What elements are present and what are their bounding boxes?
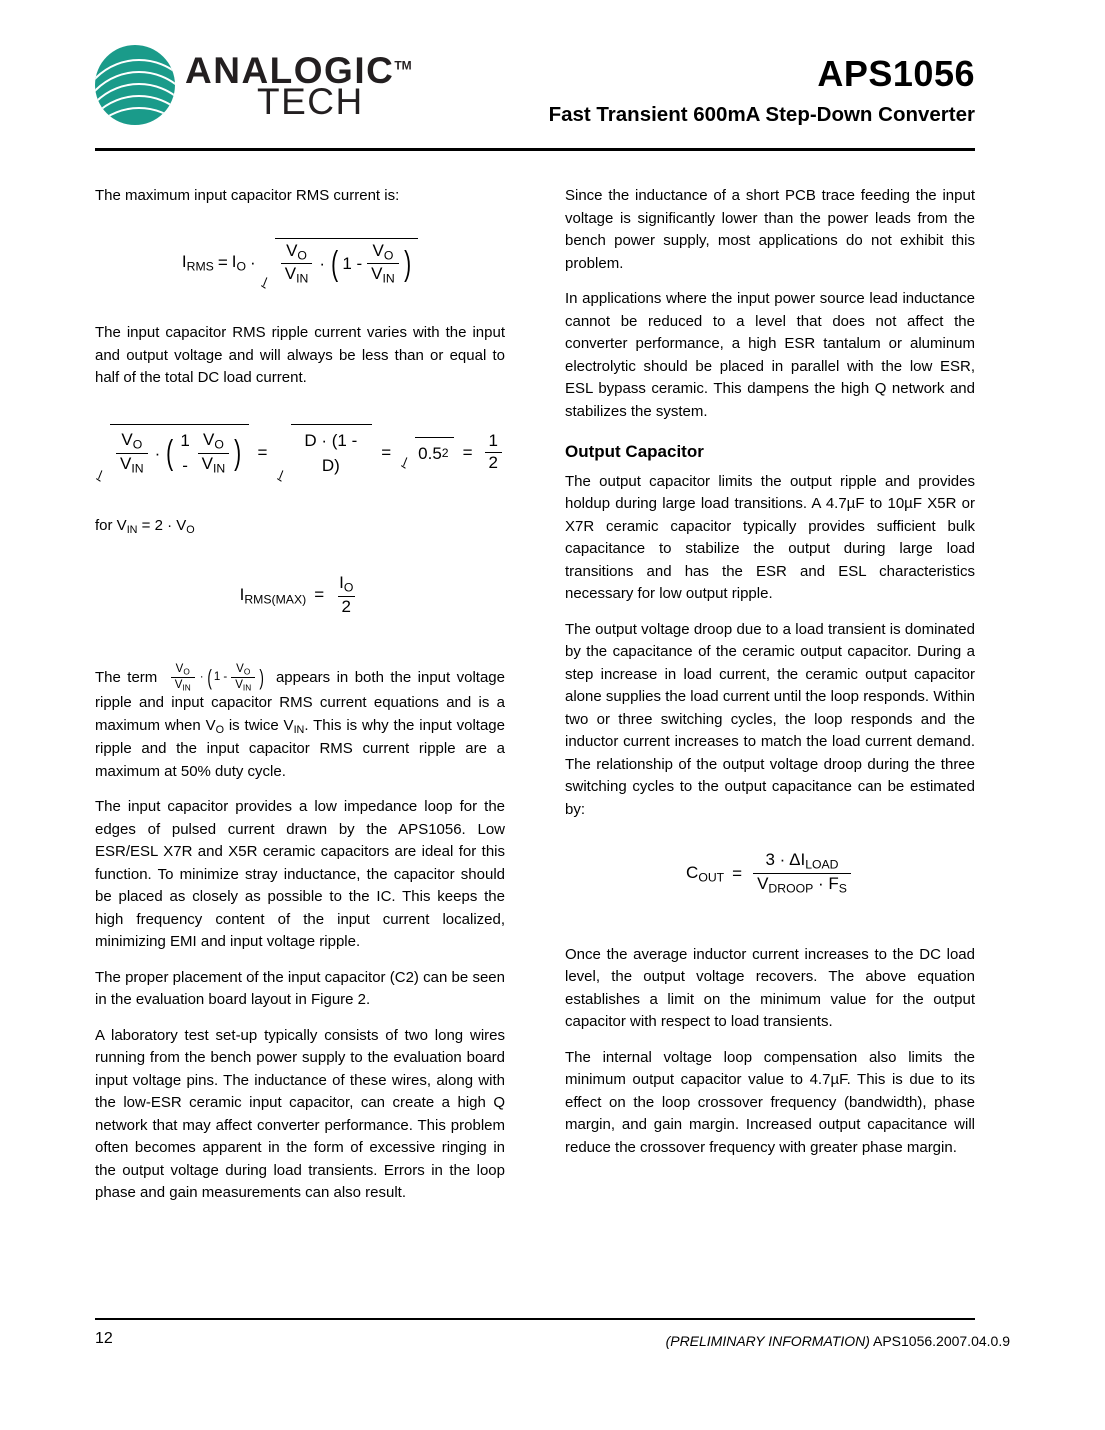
eq3-lhs: I	[239, 584, 245, 604]
eq2-result	[485, 432, 502, 472]
eq3-lhs-sub: RMS(MAX)	[244, 592, 307, 607]
the-term-d: . This is why the input voltage ripple and the input capacitor RMS current ripple are a maximum at 50% duty cycle.	[95, 716, 505, 780]
logo-wordmark	[185, 45, 412, 123]
paragraph-average-inductor-current: Once the average inductor current increases to the DC load level, the output voltage recovers. The above equation establishes a limit on the minimum value for the output capacitor with respect to load transients.	[565, 945, 975, 1031]
section-heading-output-capacitor: Output Capacitor	[565, 442, 704, 461]
logo-line-2: TECH	[257, 81, 364, 123]
eq3-equals: =	[314, 585, 325, 605]
eq2-mid: D · (1 - D)	[304, 430, 358, 476]
eq2-radical-2	[276, 424, 372, 481]
for-vin-sub2: O	[186, 523, 195, 536]
eq2-frac1-den: V	[120, 453, 132, 473]
eq1-paren-close: )	[403, 244, 411, 283]
eqr-lhs: C	[686, 862, 699, 882]
the-term-sub1: O	[215, 723, 224, 736]
inline-one-minus: 1 -	[213, 670, 228, 683]
inline-frac2	[231, 663, 255, 693]
eq1-io: I	[231, 252, 237, 272]
eq2-frac1-num: V	[121, 429, 133, 449]
for-vin-pre: for V	[95, 516, 127, 534]
eqr-den-dot: · F	[813, 873, 839, 893]
eq1-equals: =	[217, 253, 228, 273]
paragraph-voltage-droop: The output voltage droop due to a load transient is dominated by the capacitance of the ceramic output capacitor. During a step increase in load current, the ceramic output capacitor alone supplies the load current until the loop responds. Within two or three switching cycles, the loop responds and the inductor current increases to match the load current demand. The relationship of the output voltage droop during the three switching cycles to the output capacitance can be estimated by:	[565, 620, 975, 818]
page-header	[95, 45, 975, 145]
for-vin-sub1: IN	[126, 523, 138, 536]
eq1-dot: ·	[250, 253, 256, 273]
page-number: 12	[95, 1330, 113, 1347]
eq1-frac1-num-sub: O	[297, 247, 307, 262]
eq3-num: I	[339, 572, 344, 592]
eq1-frac2-den-sub: IN	[382, 271, 395, 286]
header-divider	[95, 148, 975, 151]
equation-irms-max	[95, 574, 505, 617]
inline-frac2-den-sub: IN	[242, 683, 252, 693]
eq2-result-num: 1	[488, 431, 498, 451]
eq2-equals-1: =	[257, 442, 268, 462]
company-logo	[95, 45, 412, 125]
eq3-num-sub: O	[343, 580, 354, 595]
paragraph-output-cap-limits: The output capacitor limits the output ripple and provides holdup during large load transitions. A 4.7µF to 10µF X5R or X7R ceramic capacitor typically provides sufficient bulk capacitance to stabilize the output during large load transitions and has the ESR and ESL characteristics necessary for low output ripple.	[565, 472, 975, 602]
paragraph-for-vin	[95, 515, 505, 538]
paragraph-internal-loop-compensation: The internal voltage loop compensation also limits the minimum output capacitor value to 4.7µF. This is due to its effect on the loop crossover frequency (bandwidth), phase margin, and gain margin. Increased output capacitance will reduce the crossover frequency with greater phase margin.	[565, 1048, 975, 1156]
eq1-paren-open: (	[331, 244, 339, 283]
eq2-frac2-den: V	[201, 453, 213, 473]
equation-irms	[95, 238, 505, 289]
paragraph-max-input-rms: The maximum input capacitor RMS current is:	[95, 187, 400, 204]
the-term-b: appears in both the input voltage ripple and input capacitor RMS current equations and is a maximum when V	[95, 668, 505, 734]
eq1-dot2: ·	[319, 254, 325, 274]
part-subtitle: Fast Transient 600mA Step-Down Converter	[548, 103, 975, 126]
paragraph-low-impedance-loop: The input capacitor provides a low impedance loop for the edges of pulsed current drawn by the APS1056. Low ESR/ESL X7R and X5R ceramic capacitors are ideal for this function. To minimize stray inductance, the capacitor should be placed as closely as possible to the IC. This keeps the high frequency content of the input current localized, minimizing EMI and input voltage ripple.	[95, 798, 505, 951]
inline-dot: ·	[199, 670, 204, 683]
eqr-equals: =	[732, 863, 743, 883]
eqr-lhs-sub: OUT	[698, 870, 725, 885]
eq1-lhs-sub: RMS	[186, 259, 214, 274]
eq2-paren-open: (	[166, 434, 174, 473]
inline-paren-open: (	[206, 664, 212, 690]
footer-note-italic: (PRELIMINARY INFORMATION)	[665, 1333, 870, 1349]
eq2-frac2-num: V	[202, 429, 215, 449]
paragraph-lab-test-setup: A laboratory test set-up typically consists of two long wires running from the bench power supply to the evaluation board input voltage pins. The inductance of these wires, along with the low-ESR ceramic input capacitor, can create a high Q network that may affect converter performance. This problem often becomes apparent in the form of excessive ringing in the output voltage during load transients. Errors in the loop phase and gain measurements can also result.	[95, 1026, 505, 1202]
eqr-num-sub: LOAD	[805, 857, 839, 872]
paragraph-pcb-trace: Since the inductance of a short PCB trace feeding the input voltage is significantly lower than the power leads from the bench power supply, most applications do not exhibit this problem.	[565, 187, 975, 272]
eq2-radical-1	[95, 424, 249, 481]
eq2-frac1-den-sub: IN	[131, 461, 144, 476]
eq1-frac2-den: V	[371, 264, 383, 284]
eq1-frac1	[281, 242, 313, 287]
inline-frac1-num: V	[175, 662, 184, 675]
eq1-frac1-num: V	[286, 240, 298, 260]
inline-paren-close: )	[259, 664, 265, 690]
left-column	[95, 185, 505, 1218]
eqr-den-sub1: DROOP	[768, 881, 814, 896]
eqr-den-sub2: S	[838, 881, 847, 896]
eq1-one-minus: 1 -	[342, 254, 363, 274]
equation-cout	[565, 851, 975, 896]
eq1-radical	[260, 238, 418, 289]
inline-frac1-den: V	[174, 678, 183, 691]
footer-divider	[95, 1318, 975, 1320]
inline-frac2-num: V	[236, 662, 244, 675]
inline-frac2-den: V	[235, 678, 243, 691]
the-term-a: The term	[95, 668, 158, 686]
footer-note-plain: APS1056.2007.04.0.9	[869, 1333, 1010, 1349]
eq1-frac2-num-sub: O	[383, 247, 394, 262]
inline-frac1-den-sub: IN	[182, 683, 191, 693]
inline-equation-vo-vin	[168, 663, 266, 693]
eqr-num: 3 · ΔI	[765, 850, 806, 869]
eq2-frac2-num-sub: O	[214, 437, 224, 452]
the-term-sub2: IN	[293, 723, 305, 736]
part-number: APS1056	[817, 53, 975, 94]
eq2-one-minus: 1 -	[180, 430, 190, 476]
footer-note	[666, 1333, 1010, 1349]
analogic-tech-logo-icon	[95, 45, 175, 125]
eqr-frac	[753, 851, 851, 896]
paragraph-lead-inductance: In applications where the input power source lead inductance cannot be reduced to a level that does not affect the converter performance, a high ESR tantalum or aluminum electrolytic should be placed in parallel with the low ESR, ESL bypass ceramic. This dampens the high Q network and stabilizes the system.	[565, 290, 975, 420]
equation-duty-cycle	[95, 424, 505, 481]
eq1-io-sub: O	[236, 259, 247, 274]
the-term-c: is twice V	[223, 716, 294, 734]
paragraph-ripple-varies: The input capacitor RMS ripple current varies with the input and output voltage and will always be less than or equal to half of the total DC load current.	[95, 324, 505, 387]
eq3-frac	[335, 574, 357, 617]
paragraph-the-term	[95, 663, 505, 784]
eq2-frac2-den-sub: IN	[212, 461, 226, 476]
eq2-result-den: 2	[485, 452, 502, 473]
for-vin-mid: = 2 · V	[137, 516, 187, 534]
eq1-frac2	[367, 242, 399, 287]
eqr-den: V	[757, 873, 769, 893]
eq2-val-sup: 2	[441, 446, 449, 461]
eq2-frac1-num-sub: O	[132, 437, 143, 452]
logo-line-1: ANALOGIC	[185, 50, 395, 91]
eq2-paren-close: )	[234, 434, 242, 473]
eq1-lhs: I	[181, 252, 187, 272]
eq1-frac2-num: V	[372, 240, 384, 260]
paragraph-proper-placement: The proper placement of the input capacitor (C2) can be seen in the evaluation board layout in Figure 2.	[95, 968, 505, 1009]
logo-trademark: TM	[394, 58, 412, 73]
inline-frac1-num-sub: O	[183, 666, 190, 676]
inline-frac1	[171, 663, 195, 693]
eq2-frac2	[198, 431, 230, 476]
eq2-dot1: ·	[154, 443, 161, 463]
eq2-equals-3: =	[462, 442, 473, 462]
eq1-frac1-den-sub: IN	[296, 271, 309, 286]
eq2-frac1	[116, 431, 148, 476]
eq2-equals-2: =	[381, 442, 392, 462]
eq2-radical-3	[400, 437, 453, 469]
eq1-frac1-den: V	[284, 264, 297, 284]
right-column	[565, 185, 975, 1172]
eq2-val: 0.5	[418, 443, 442, 463]
inline-frac2-num-sub: O	[243, 666, 251, 676]
eq3-den: 2	[338, 596, 355, 617]
